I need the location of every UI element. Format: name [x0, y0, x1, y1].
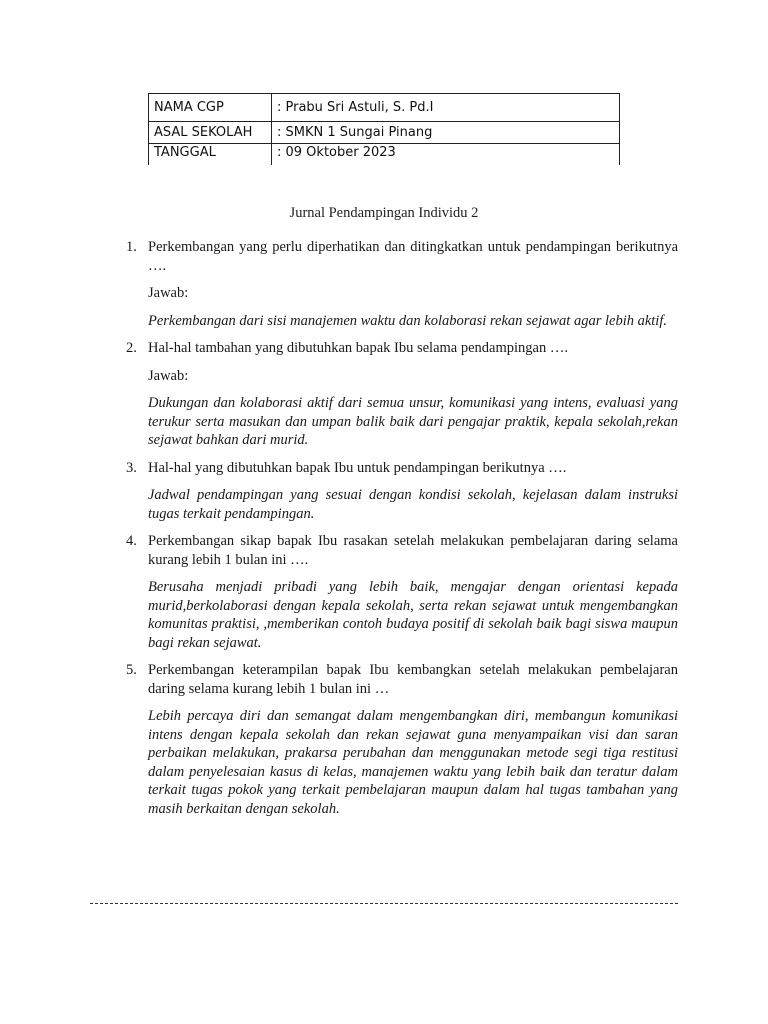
question-item	[120, 238, 678, 330]
question-list	[120, 238, 678, 827]
question-item	[120, 661, 678, 818]
table-label-cell: ASAL SEKOLAH	[149, 122, 272, 144]
question-number: 3.	[126, 459, 137, 476]
table-value-cell: : Prabu Sri Astuli, S. Pd.I	[272, 94, 620, 122]
question-item	[120, 459, 678, 524]
question-number: 2.	[126, 340, 137, 356]
question-text: Perkembangan sikap bapak Ibu rasakan setelah melakukan pembelajaran daring selama kurang lebih 1 bulan ini ….	[148, 533, 678, 568]
table-row	[149, 122, 620, 144]
answer-text: Perkembangan dari sisi manajemen waktu dan kolaborasi rekan sejawat agar lebih aktif.	[148, 312, 667, 329]
question-text: Hal-hal yang dibutuhkan bapak Ibu untuk pendampingan berikutnya ….	[148, 459, 567, 476]
table-row	[149, 94, 620, 122]
table-row	[149, 144, 620, 166]
question-number: 4.	[126, 533, 137, 549]
document-title: Jurnal Pendampingan Individu 2	[289, 205, 479, 221]
question-text: Perkembangan keterampilan bapak Ibu kembangkan setelah melakukan pembelajaran daring selama kurang lebih 1 bulan ini …	[148, 662, 678, 697]
question-item	[120, 532, 678, 652]
answer-text: Lebih percaya diri dan semangat dalam mengembangkan diri, membangun komunikasi intens dengan kepala sekolah dan rekan sejawat guna menyampaikan visi dan saran perbaikan melakukan, prakarsa perubahan dan menggunakan metode segi tiga restitusi dalam penyelesaian kasus di kelas, manajemen waktu yang lebih baik dan teratur dalam terkait tugas pokok yang terkait pembelajaran maupun dalam hal tugas tambahan yang masih berkaitan dengan sekolah.	[148, 708, 678, 817]
table-value-cell: : 09 Oktober 2023	[272, 144, 620, 166]
table-value-cell: : SMKN 1 Sungai Pinang	[272, 122, 620, 144]
answer-text: Dukungan dan kolaborasi aktif dari semua unsur, komunikasi yang intens, evaluasi yang terukur serta masukan dan umpan balik baik dari pengajar praktik, kepala sekolah,rekan sejawat bahkan dari murid.	[148, 395, 678, 448]
question-number: 1.	[126, 239, 137, 255]
question-text: Hal-hal tambahan yang dibutuhkan bapak Ibu selama pendampingan ….	[148, 340, 568, 356]
identity-table	[148, 93, 620, 165]
answer-text: Jadwal pendampingan yang sesuai dengan kondisi sekolah, kejelasan dalam instruksi tugas terkait pendampingan.	[148, 487, 678, 522]
question-number: 5.	[126, 662, 137, 678]
page-divider	[90, 903, 678, 904]
question-item	[120, 339, 678, 450]
table-label-cell: NAMA CGP	[149, 94, 272, 122]
answer-text: Berusaha menjadi pribadi yang lebih baik, mengajar dengan orientasi kepada murid,berkolaborasi dengan kepala sekolah, serta rekan sejawat untuk mengembangkan komunitas praktisi, ,memberikan contoh budaya positif di sekolah baik bagi siswa maupun bagi rekan sejawat.	[148, 579, 678, 651]
answer-label: Jawab:	[148, 367, 189, 384]
answer-label: Jawab:	[148, 285, 189, 301]
question-text: Perkembangan yang perlu diperhatikan dan ditingkatkan untuk pendampingan berikutnya ….	[148, 239, 678, 274]
table-label-cell: TANGGAL	[149, 144, 272, 166]
